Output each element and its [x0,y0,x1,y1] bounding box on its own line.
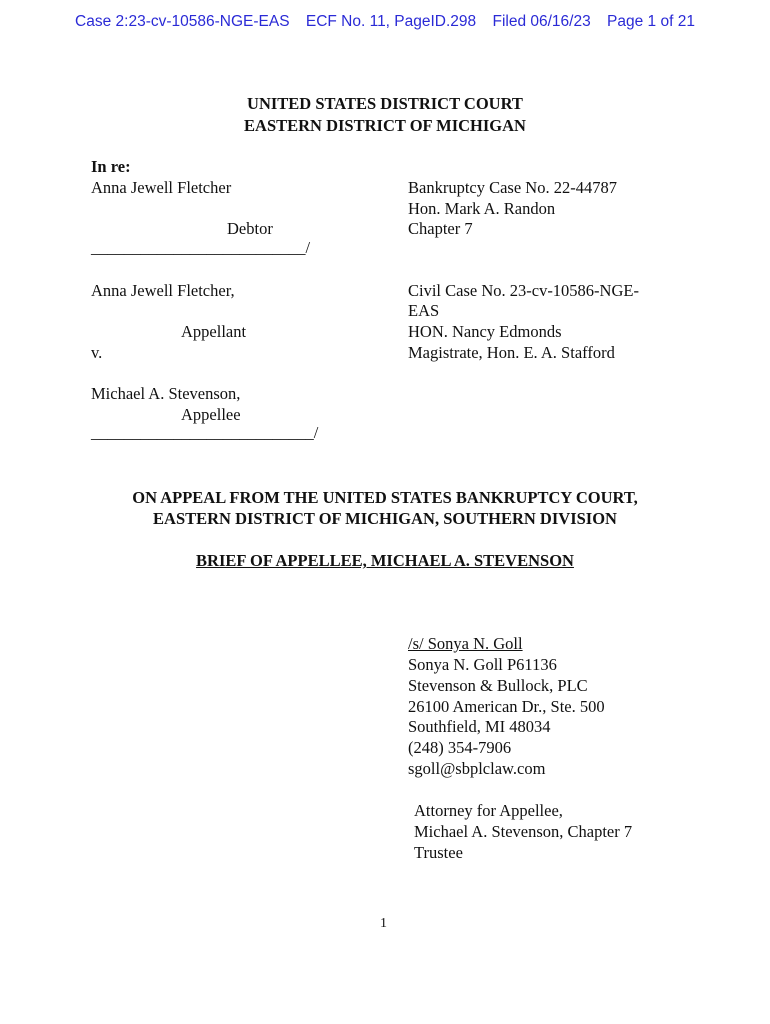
signature-line: /s/ Sonya N. Goll [408,634,523,653]
brief-title: BRIEF OF APPELLEE, MICHAEL A. STEVENSON [196,551,574,570]
firm-address-line2: Southfield, MI 48034 [408,717,551,736]
appeal-heading-line1: ON APPEAL FROM THE UNITED STATES BANKRUPTCY COURT, [132,488,638,507]
bankruptcy-chapter: Chapter 7 [408,219,473,238]
page-number: 1 [380,916,387,931]
versus-label: v. [91,343,103,362]
debtor-name: Anna Jewell Fletcher [91,178,232,197]
appellee-label: Appellee [181,405,241,424]
firm-phone: (248) 354-7906 [408,738,512,757]
firm-email: sgoll@sbplclaw.com [408,759,546,778]
civil-case-number: Civil Case No. 23-cv-10586-NGE- [408,281,639,300]
appeal-heading-line2: EASTERN DISTRICT OF MICHIGAN, SOUTHERN DIVISION [153,509,617,528]
firm-address-line1: 26100 American Dr., Ste. 500 [408,697,605,716]
appellant-label: Appellant [181,322,247,341]
attorney-name: Sonya N. Goll P61136 [408,655,557,674]
header-case-number: Case 2:23-cv-10586-NGE-EAS [75,13,290,30]
appellee-name: Michael A. Stevenson, [91,384,241,403]
header-filed-date: Filed 06/16/23 [492,13,591,30]
court-name-line2: EASTERN DISTRICT OF MICHIGAN [244,116,526,135]
header-page-count: Page 1 of 21 [607,13,695,30]
ecf-header [0,13,770,31]
civil-case-number-cont: EAS [408,301,440,320]
firm-name: Stevenson & Bullock, PLC [408,676,588,695]
in-re-label: In re: [91,157,131,176]
attorney-role-line3: Trustee [414,843,463,862]
attorney-role-line2: Michael A. Stevenson, Chapter 7 [414,822,633,841]
caption-rule-1: __________________________/ [91,238,311,257]
caption-rule-2: ___________________________/ [91,423,319,442]
header-ecf-number: ECF No. 11, PageID.298 [305,13,477,30]
bankruptcy-case-number: Bankruptcy Case No. 22-44787 [408,178,617,197]
court-name-line1: UNITED STATES DISTRICT COURT [247,94,523,113]
debtor-label: Debtor [227,219,273,238]
bankruptcy-judge: Hon. Mark A. Randon [408,199,556,218]
magistrate-judge: Magistrate, Hon. E. A. Stafford [408,343,615,362]
appellant-name: Anna Jewell Fletcher, [91,281,235,300]
district-judge: HON. Nancy Edmonds [408,322,562,341]
attorney-role-line1: Attorney for Appellee, [414,801,563,820]
